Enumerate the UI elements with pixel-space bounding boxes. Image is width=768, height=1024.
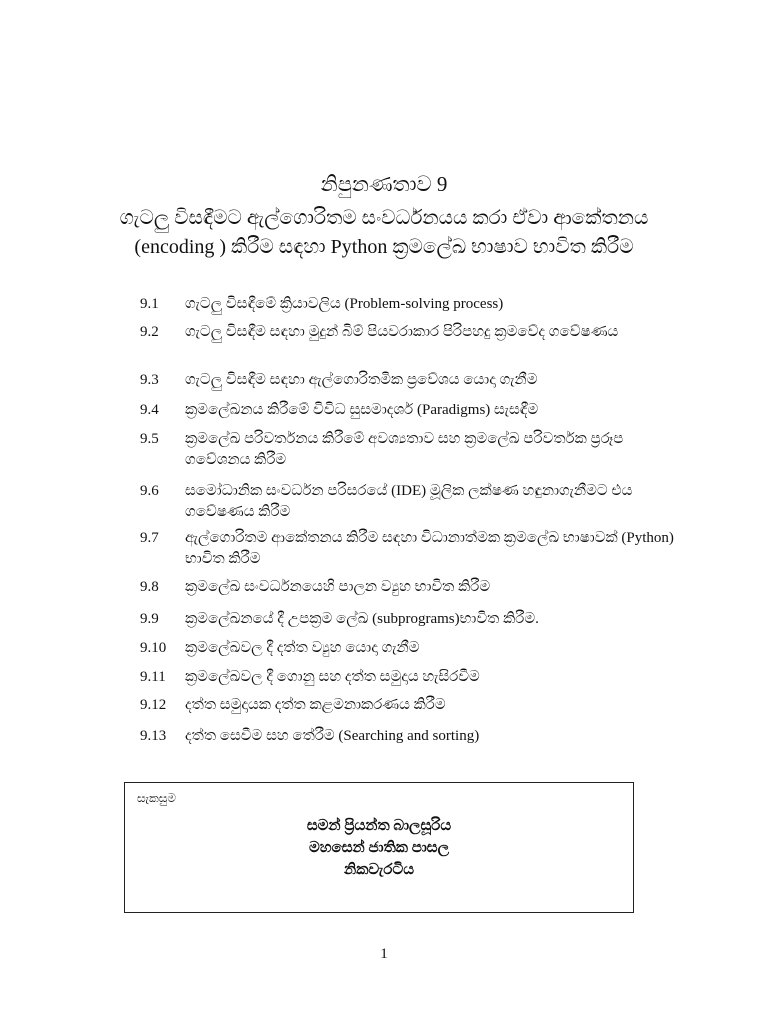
topic-number: 9.4 [140,402,159,418]
topic-text: ක්‍රමලේඛ පරිවර්තනය කිරීමේ අවශ්‍යතාව සහ ක්‍රමලේඛ පරිවර්තක ප්‍රරූප ගවේශනය කිරීම [185,431,624,468]
topic-number: 9.6 [140,483,159,499]
topic-text: දත්ත සෙවීම සහ තේරීම (Searching and sorting) [185,728,480,744]
topic-text: ක්‍රමලේඛනයේ දී උපක්‍රම ලේඛ (subprograms)භාවිත කිරීම. [185,611,539,627]
town-name: නිකවැරටිය [344,862,414,878]
topic-text: ක්‍රමලේඛනය කිරීමේ විවිධ සුසමාදර්ශ (Paradigms) සැසඳීම [185,402,539,418]
topic-text: ඇල්ගොරිතම ආකේතනය කිරීම සඳහා විධානාත්මක ක්‍රමලේඛ භාෂාවක් (Python) භාවිත කිරීම [185,530,674,567]
topic-number: 9.13 [140,728,167,744]
topic-text: ක්‍රමලේඛවල දී දත්ත ව්‍යුහ යොදා ගැනීම [185,640,420,656]
school-name: මහසෙන් ජාතික පාසල [308,840,450,856]
topic-text: ක්‍රමලේඛ සංවර්ධනයෙහි පාලන ව්‍යුහ භාවිත කිරීම [185,579,491,595]
topic-number: 9.9 [140,611,159,627]
topic-text: සමෝධානික සංවර්ධන පරිසරයේ (IDE) මූලික ලක්ෂණ හඳුනාගැනීමට එය ගවේෂණය කිරීම [185,483,633,520]
topic-number: 9.12 [140,697,167,713]
topic-number: 9.11 [140,669,166,685]
topic-number: 9.7 [140,530,159,546]
topic-number: 9.10 [140,640,167,656]
topic-number: 9.2 [140,324,159,340]
topic-number: 9.3 [140,372,159,388]
page-title: නිපුනණතාව 9 [320,172,448,196]
page-number: 1 [380,946,388,962]
topic-number: 9.5 [140,431,159,447]
subtitle-line-1: ගැටලු විසඳීමට ඇල්ගොරිතම සංවර්ධනයය කරා ඒවා ආකේතනය [119,207,649,229]
topic-text: ක්‍රමලේඛවල දී ගොනු සහ දත්ත සමුදාය හැසිරවීම [185,669,480,685]
credits-label: සැකසුම [137,791,176,805]
topic-text: ගැටලු විසඳීමේ ක්‍රියාවලිය (Problem-solving process) [185,296,504,312]
topic-number: 9.1 [140,296,159,312]
subtitle-line-2: (encoding ) කිරීම සඳහා Python ක්‍රමලේඛ භාෂාව භාවිත කිරීම [134,236,634,258]
topic-text: ගැටලු විසඳීම සඳහා මුදුන් බිම් පියවරාකාර පිරිපහදු ක්‍රමවේද ගවේෂණය [185,324,619,340]
author-name: සමන් ප්‍රියන්ත බාලසූරිය [306,818,452,834]
topic-text: ගැටලු විසඳීම සඳහා ඇල්ගොරිතමික ප්‍රවේශය යොදා ගැනීම [185,372,538,388]
topic-number: 9.8 [140,579,159,595]
credits-box [124,782,634,913]
topic-text: දත්ත සමුදායක දත්ත කළමනාකරණය කිරීම [185,697,446,713]
